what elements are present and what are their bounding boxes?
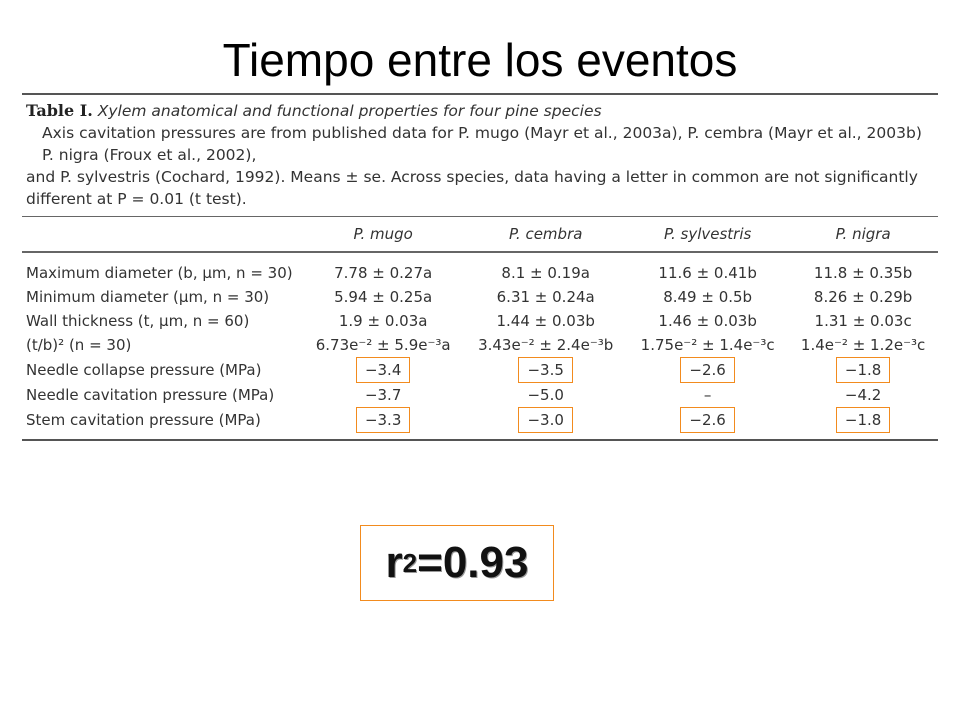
- table-cell: [464, 407, 627, 439]
- column-header: P. nigra: [788, 217, 938, 252]
- table-figure: [22, 93, 938, 441]
- column-header: P. mugo: [302, 217, 464, 252]
- r-symbol: r: [385, 538, 403, 587]
- column-header: P. sylvestris: [627, 217, 788, 252]
- table-cell: [627, 407, 788, 439]
- table-cell: 6.31 ± 0.24a: [496, 288, 595, 306]
- highlight-box: −3.3: [356, 407, 410, 433]
- table-label: Table I.: [26, 101, 93, 120]
- table-bottom-rule: [22, 439, 938, 441]
- highlight-box: −1.8: [836, 407, 890, 433]
- table-cell: 5.94 ± 0.25a: [334, 288, 433, 306]
- table-cell: 11.8 ± 0.35b: [813, 264, 913, 282]
- table-cell: [302, 407, 464, 439]
- table-row: [22, 407, 938, 439]
- highlight-box: −1.8: [836, 357, 890, 383]
- row-label: Needle collapse pressure (MPa): [26, 361, 262, 379]
- table-header-empty: [22, 217, 302, 252]
- slide-title: Tiempo entre los eventos: [222, 34, 738, 86]
- table-cell: 1.31 ± 0.03c: [814, 312, 912, 330]
- table-cell: [627, 357, 788, 383]
- table-cell: [788, 407, 938, 439]
- table-title: Xylem anatomical and functional properties for four pine species: [97, 102, 602, 120]
- table-cell: [464, 357, 627, 383]
- table-row: [22, 252, 938, 285]
- data-table: [22, 217, 938, 439]
- table-row: [22, 357, 938, 383]
- table-row: [22, 383, 938, 407]
- table-cell: –: [703, 386, 712, 404]
- row-label: Wall thickness (t, μm, n = 60): [26, 312, 250, 330]
- table-caption-line-1: Axis cavitation pressures are from published data for P. mugo (Mayr et al., 2003a), P. cembra (Mayr et al., 2003b) P. nigra (Froux et al., 2002),: [42, 124, 922, 164]
- table-cell: 8.49 ± 0.5b: [663, 288, 753, 306]
- table-cell: [302, 357, 464, 383]
- table-cell: 1.46 ± 0.03b: [658, 312, 757, 330]
- table-caption-line-2: and P. sylvestris (Cochard, 1992). Means ± se. Across species, data having a letter in common are not significantly different at P = 0.01 (t test).: [26, 168, 918, 208]
- row-label: Maximum diameter (b, μm, n = 30): [26, 264, 293, 282]
- r-exponent: 2: [402, 547, 418, 578]
- table-cell: −4.2: [844, 386, 882, 404]
- highlight-box: −2.6: [680, 357, 734, 383]
- table-cell: −5.0: [527, 386, 564, 404]
- table-cell: 3.43e⁻² ± 2.4e⁻³b: [478, 336, 614, 354]
- table-row: [22, 285, 938, 309]
- table-cell: 11.6 ± 0.41b: [658, 264, 757, 282]
- table-cell: 1.75e⁻² ± 1.4e⁻³c: [640, 336, 775, 354]
- table-cell: 8.26 ± 0.29b: [813, 288, 913, 306]
- table-cell: 6.73e⁻² ± 5.9e⁻³a: [315, 336, 451, 354]
- highlight-box: −3.5: [518, 357, 572, 383]
- column-header: P. cembra: [464, 217, 627, 252]
- row-label: Needle cavitation pressure (MPa): [26, 386, 275, 404]
- table-cell: 1.9 ± 0.03a: [338, 312, 428, 330]
- table-cell: [788, 357, 938, 383]
- table-cell: 8.1 ± 0.19a: [501, 264, 590, 282]
- highlight-box: −2.6: [680, 407, 734, 433]
- table-cell: 7.78 ± 0.27a: [334, 264, 433, 282]
- table-row: [22, 309, 938, 333]
- row-label: Minimum diameter (μm, n = 30): [26, 288, 270, 306]
- table-row: [22, 333, 938, 357]
- table-cell: −3.7: [364, 386, 402, 404]
- highlight-box: −3.0: [518, 407, 572, 433]
- table-header-row: [22, 217, 938, 252]
- table-cell: 1.44 ± 0.03b: [496, 312, 595, 330]
- r-squared-box: [360, 525, 554, 601]
- row-label: Stem cavitation pressure (MPa): [26, 411, 261, 429]
- table-cell: 1.4e⁻² ± 1.2e⁻³c: [800, 336, 926, 354]
- row-label: (t/b)² (n = 30): [26, 336, 132, 354]
- highlight-box: −3.4: [356, 357, 410, 383]
- r-squared-value: =0.93: [417, 538, 529, 587]
- table-caption: [22, 95, 938, 216]
